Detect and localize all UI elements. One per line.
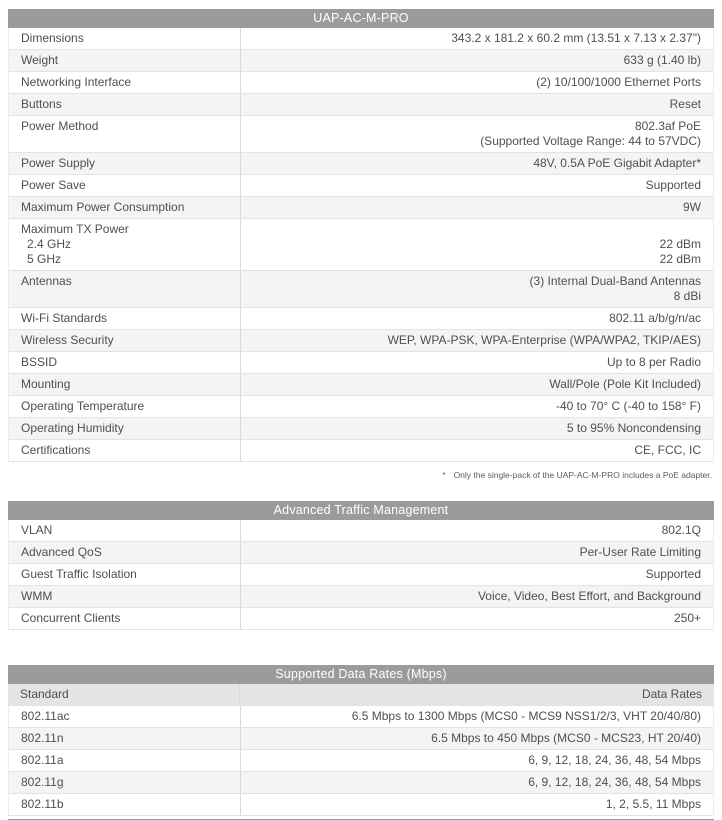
spec-label: BSSID	[9, 352, 241, 373]
spec-row	[9, 330, 713, 352]
specs-table	[8, 9, 714, 462]
spec-row	[9, 271, 713, 308]
spec-label: VLAN	[9, 520, 241, 541]
spec-row	[9, 219, 713, 271]
spec-row	[9, 308, 713, 330]
spec-label: 802.11g	[9, 772, 241, 793]
spec-value: 802.11 a/b/g/n/ac	[609, 311, 701, 325]
spec-value: 343.2 x 181.2 x 60.2 mm (13.51 x 7.13 x 2.37")	[451, 31, 701, 45]
spec-label: Power Method	[9, 116, 241, 152]
spec-label: Guest Traffic Isolation	[9, 564, 241, 585]
data-rates-column-headers	[8, 684, 714, 706]
specs-table-body	[8, 28, 714, 462]
traffic-management-table	[8, 501, 714, 630]
spec-row	[9, 396, 713, 418]
spec-row	[9, 564, 713, 586]
spec-value: 633 g (1.40 lb)	[623, 53, 701, 67]
footnote-marker: *	[442, 470, 446, 480]
column-header-standard: Standard	[8, 684, 240, 705]
spec-value: 250+	[673, 611, 701, 625]
spec-label: Concurrent Clients	[9, 608, 241, 629]
spec-label: Antennas	[9, 271, 241, 307]
spec-value: 6, 9, 12, 18, 24, 36, 48, 54 Mbps	[528, 775, 701, 789]
spec-row	[9, 72, 713, 94]
spec-label: 802.11n	[9, 728, 241, 749]
spec-row	[9, 750, 713, 772]
spec-label: Power Save	[9, 175, 241, 196]
spec-row	[9, 542, 713, 564]
spec-row	[9, 418, 713, 440]
spec-value: Reset	[669, 97, 701, 111]
spec-row	[9, 586, 713, 608]
spec-row	[9, 352, 713, 374]
data-rates-table	[8, 665, 714, 816]
spec-value: 9W	[683, 200, 701, 214]
footnote-text: Only the single-pack of the UAP-AC-M-PRO includes a PoE adapter.	[453, 470, 712, 480]
spec-value: 22 dBm 22 dBm	[659, 237, 701, 266]
spec-value: Up to 8 per Radio	[606, 355, 701, 369]
spec-value: -40 to 70° C (-40 to 158° F)	[556, 399, 701, 413]
spec-row	[9, 794, 713, 816]
spec-label: Mounting	[9, 374, 241, 395]
traffic-management-body	[8, 520, 714, 630]
spec-row	[9, 197, 713, 219]
spec-value: 6, 9, 12, 18, 24, 36, 48, 54 Mbps	[528, 753, 701, 767]
spec-label: 802.11ac	[9, 706, 241, 727]
spec-value: WEP, WPA-PSK, WPA-Enterprise (WPA/WPA2, TKIP/AES)	[387, 333, 701, 347]
spec-label: Maximum TX Power 2.4 GHz 5 GHz	[9, 219, 241, 270]
spec-row	[9, 153, 713, 175]
spec-row	[9, 520, 713, 542]
spec-label: 802.11a	[9, 750, 241, 771]
spec-value: (2) 10/100/1000 Ethernet Ports	[536, 75, 701, 89]
spec-value: 5 to 95% Noncondensing	[566, 421, 701, 435]
spec-label: Wireless Security	[9, 330, 241, 351]
spec-value: 802.3af PoE (Supported Voltage Range: 44 to 57VDC)	[480, 119, 701, 148]
traffic-management-title: Advanced Traffic Management	[8, 501, 714, 520]
spec-label: Maximum Power Consumption	[9, 197, 241, 218]
spec-row	[9, 116, 713, 153]
spec-value: 802.1Q	[661, 523, 701, 537]
spec-label: Dimensions	[9, 28, 241, 49]
spec-value: (3) Internal Dual-Band Antennas 8 dBi	[529, 274, 701, 303]
spec-value: Per-User Rate Limiting	[579, 545, 701, 559]
spec-row	[9, 28, 713, 50]
spec-label: WMM	[9, 586, 241, 607]
spec-label: Networking Interface	[9, 72, 241, 93]
spec-label: 802.11b	[9, 794, 241, 815]
spec-row	[9, 728, 713, 750]
spec-row	[9, 50, 713, 72]
spec-value: Wall/Pole (Pole Kit Included)	[549, 377, 701, 391]
specs-table-title: UAP-AC-M-PRO	[8, 9, 714, 28]
spec-label: Wi-Fi Standards	[9, 308, 241, 329]
spec-row	[9, 608, 713, 630]
spec-label: Certifications	[9, 440, 241, 461]
spec-row	[9, 440, 713, 462]
spec-row	[9, 772, 713, 794]
spec-label: Power Supply	[9, 153, 241, 174]
poe-adapter-footnote	[8, 469, 714, 481]
column-header-data-rates: Data Rates	[641, 687, 702, 701]
spec-label: Operating Humidity	[9, 418, 241, 439]
spec-label: Advanced QoS	[9, 542, 241, 563]
data-rates-title: Supported Data Rates (Mbps)	[8, 665, 714, 684]
spec-value: 1, 2, 5.5, 11 Mbps	[605, 797, 701, 811]
spec-row	[9, 706, 713, 728]
spec-label: Weight	[9, 50, 241, 71]
spec-value: 6.5 Mbps to 1300 Mbps (MCS0 - MCS9 NSS1/2/3, VHT 20/40/80)	[351, 709, 701, 723]
spec-value: Supported	[645, 178, 701, 192]
spec-row	[9, 94, 713, 116]
spec-row	[9, 175, 713, 197]
spec-label: Operating Temperature	[9, 396, 241, 417]
spec-value: Voice, Video, Best Effort, and Background	[477, 589, 701, 603]
spec-value: CE, FCC, IC	[634, 443, 701, 457]
spec-row	[9, 374, 713, 396]
spec-value: Supported	[645, 567, 701, 581]
spec-label: Buttons	[9, 94, 241, 115]
data-rates-body	[8, 706, 714, 816]
spec-value: 48V, 0.5A PoE Gigabit Adapter*	[533, 156, 701, 170]
spec-value: 6.5 Mbps to 450 Mbps (MCS0 - MCS23, HT 20/40)	[431, 731, 701, 745]
